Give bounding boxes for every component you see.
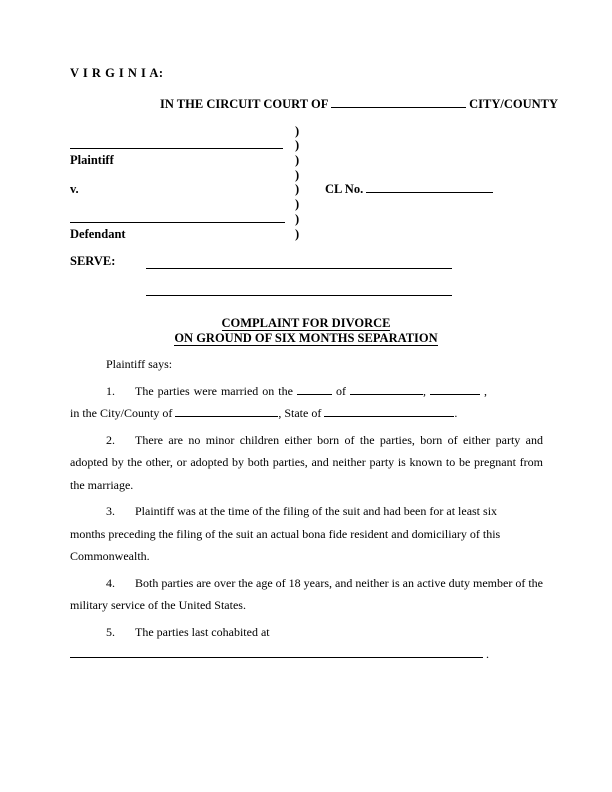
paragraph-3: 3. Plaintiff was at the time of the filing of the suit and had been for at least six months preceding the filing of the suit an actual bona fide resident and domiciliary of this Commonwealth. — [70, 504, 501, 563]
court-prefix: IN THE CIRCUIT COURT OF — [160, 97, 328, 111]
versus-label: v. — [70, 182, 79, 197]
state-header: V I R G I N I A: — [70, 66, 164, 80]
caption-row — [70, 183, 510, 198]
defendant-name-line — [70, 209, 285, 223]
paragraph-1: 1. The parties were married on the of , , in the City/County of , State of . — [70, 383, 487, 420]
paragraph-number: 5. — [106, 624, 115, 639]
paragraph-number: 4. — [106, 575, 115, 590]
caption-row — [70, 153, 510, 168]
marriage-state-blank — [324, 404, 454, 417]
caption-row — [70, 139, 510, 154]
marriage-month-blank — [350, 382, 423, 395]
plaintiff-label: Plaintiff — [70, 153, 114, 168]
cl-number-blank — [366, 180, 493, 193]
paragraph-number: 1. — [106, 383, 115, 398]
caption-paren: ) — [295, 123, 300, 138]
paragraph-2: 2. There are no minor children either born of the parties, born of either party and adopted by the other, or adopted by both parties, and neither party is known to be pregnant from the marriage. — [70, 432, 543, 492]
title-line-2: ON GROUND OF SIX MONTHS SEPARATION — [174, 331, 438, 346]
serve-label: SERVE: — [70, 254, 116, 268]
marriage-day-blank — [297, 382, 332, 395]
serve-block — [70, 256, 452, 296]
caption-paren: ) — [295, 211, 300, 226]
caption-paren: ) — [295, 197, 300, 212]
paragraph-5: 5. The parties last cohabited at . — [70, 621, 543, 666]
intro-line: Plaintiff says: — [106, 357, 173, 371]
serve-line-1 — [146, 256, 452, 269]
caption-paren: ) — [295, 167, 300, 182]
caption-paren: ) — [295, 138, 300, 153]
document-title — [0, 316, 612, 346]
court-suffix: CITY/COUNTY — [469, 97, 559, 111]
court-name-blank — [331, 95, 466, 108]
paragraph-number: 2. — [106, 432, 115, 447]
caption-paren: ) — [295, 153, 300, 168]
title-line-1: COMPLAINT FOR DIVORCE — [221, 316, 391, 330]
plaintiff-name-line — [70, 135, 283, 149]
cohabitation-address-line — [70, 645, 483, 658]
marriage-year-blank — [430, 382, 480, 395]
caption-paren: ) — [295, 182, 300, 197]
complaint-body — [70, 353, 543, 666]
caption-paren: ) — [295, 226, 300, 241]
paragraph-4: 4. Both parties are over the age of 18 years, and neither is an active duty member of the military service of the United States. — [70, 575, 543, 612]
paragraph-number: 3. — [106, 504, 115, 518]
court-title — [160, 95, 558, 112]
serve-line-2 — [146, 283, 452, 296]
case-caption — [70, 124, 510, 242]
cl-number-label: CL No. — [325, 182, 364, 197]
caption-row — [70, 227, 510, 242]
marriage-city-county-blank — [175, 404, 278, 417]
caption-row — [70, 212, 510, 227]
defendant-label: Defendant — [70, 226, 126, 241]
